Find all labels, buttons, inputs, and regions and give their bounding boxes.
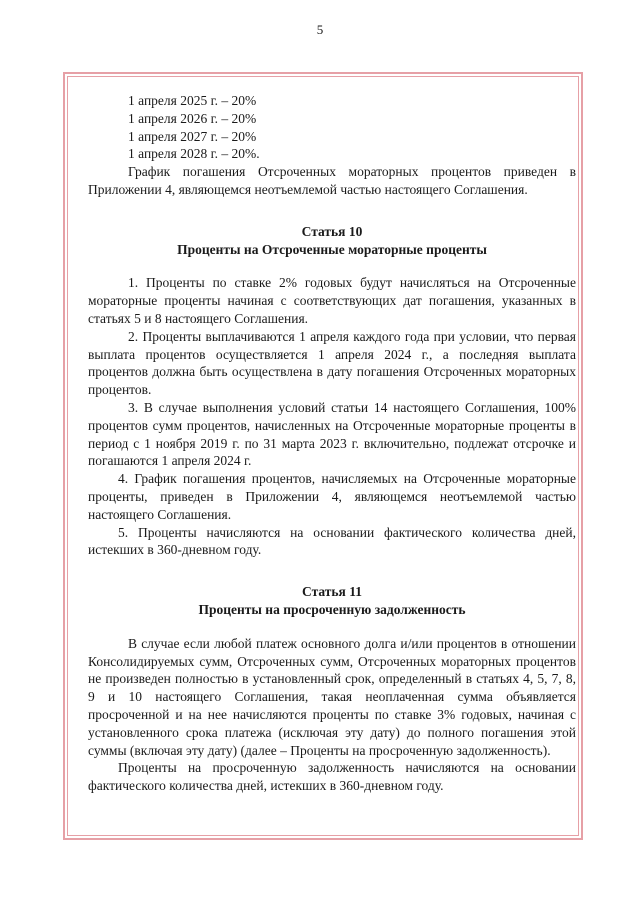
schedule-note: График погашения Отсроченных мораторных процентов приведен в Приложении 4, являющемся неотъемлемой частью настоящего Соглашения. bbox=[88, 164, 576, 197]
schedule-line: 1 апреля 2028 г. – 20%. bbox=[128, 146, 260, 162]
article-10-title: Проценты на Отсроченные мораторные проценты bbox=[177, 241, 487, 257]
article-10-paragraph-1: 1. Проценты по ставке 2% годовых будут начисляться на Отсроченные мораторные проценты начиная с соответствующих дат погашения, указанных в статьях 5 и 8 настоящего Соглашения. bbox=[88, 275, 576, 326]
article-10-paragraph-2: 2. Проценты выплачиваются 1 апреля каждого года при условии, что первая выплата процентов осуществляется 1 апреля 2024 г., а последняя выплата процентов должна быть осуществлена в дату погашения Отсроченных мораторных процентов. bbox=[88, 328, 576, 398]
payment-schedule bbox=[88, 92, 576, 163]
schedule-line: 1 апреля 2027 г. – 20% bbox=[128, 128, 257, 144]
article-10-number: Статья 10 bbox=[301, 223, 363, 239]
article-11-paragraph-2: Проценты на просроченную задолженность начисляются на основании фактического количества дней, истекших в 360-дневном году. bbox=[88, 760, 576, 794]
article-11-paragraph-1: В случае если любой платеж основного долга и/или процентов в отношении Консолидируемых сумм, Отсроченных сумм, Отсроченных мораторных процентов не произведен полностью в установленный срок, определенный в статьях 4, 5, 7, 8, 9 и 10 настоящего Соглашения, такая неоплаченная сумма объявляется просроченной и на нее начисляются проценты по ставке 3% годовых, начиная с установленного срока платежа (исключая эту дату) до полного погашения этой суммы (включая эту дату) (далее – Проценты на просроченную задолженность). bbox=[88, 635, 576, 758]
page-number: 5 bbox=[316, 22, 324, 37]
article-11-number: Статья 11 bbox=[302, 584, 362, 600]
article-10-paragraph-4: 4. График погашения процентов, начисляемых на Отсроченные мораторные проценты, приведен в Приложении 4, являющемся неотъемлемой частью настоящего Соглашения. bbox=[88, 471, 576, 522]
article-10-paragraph-5: 5. Проценты начисляются на основании фактического количества дней, истекших в 360-дневном году. bbox=[88, 524, 576, 558]
article-10-paragraph-3: 3. В случае выполнения условий статьи 14 настоящего Соглашения, 100% процентов сумм процентов, начисленных на Отсроченные мораторные проценты в период с 1 ноября 2019 г. по 31 марта 2023 г. включительно, подлежат отсрочке и погашаются 1 апреля 2024 г. bbox=[88, 399, 576, 469]
schedule-line: 1 апреля 2025 г. – 20% bbox=[128, 93, 257, 108]
schedule-line: 1 апреля 2026 г. – 20% bbox=[128, 110, 257, 126]
article-11-title: Проценты на просроченную задолженность bbox=[198, 601, 466, 617]
document-body bbox=[88, 92, 576, 795]
